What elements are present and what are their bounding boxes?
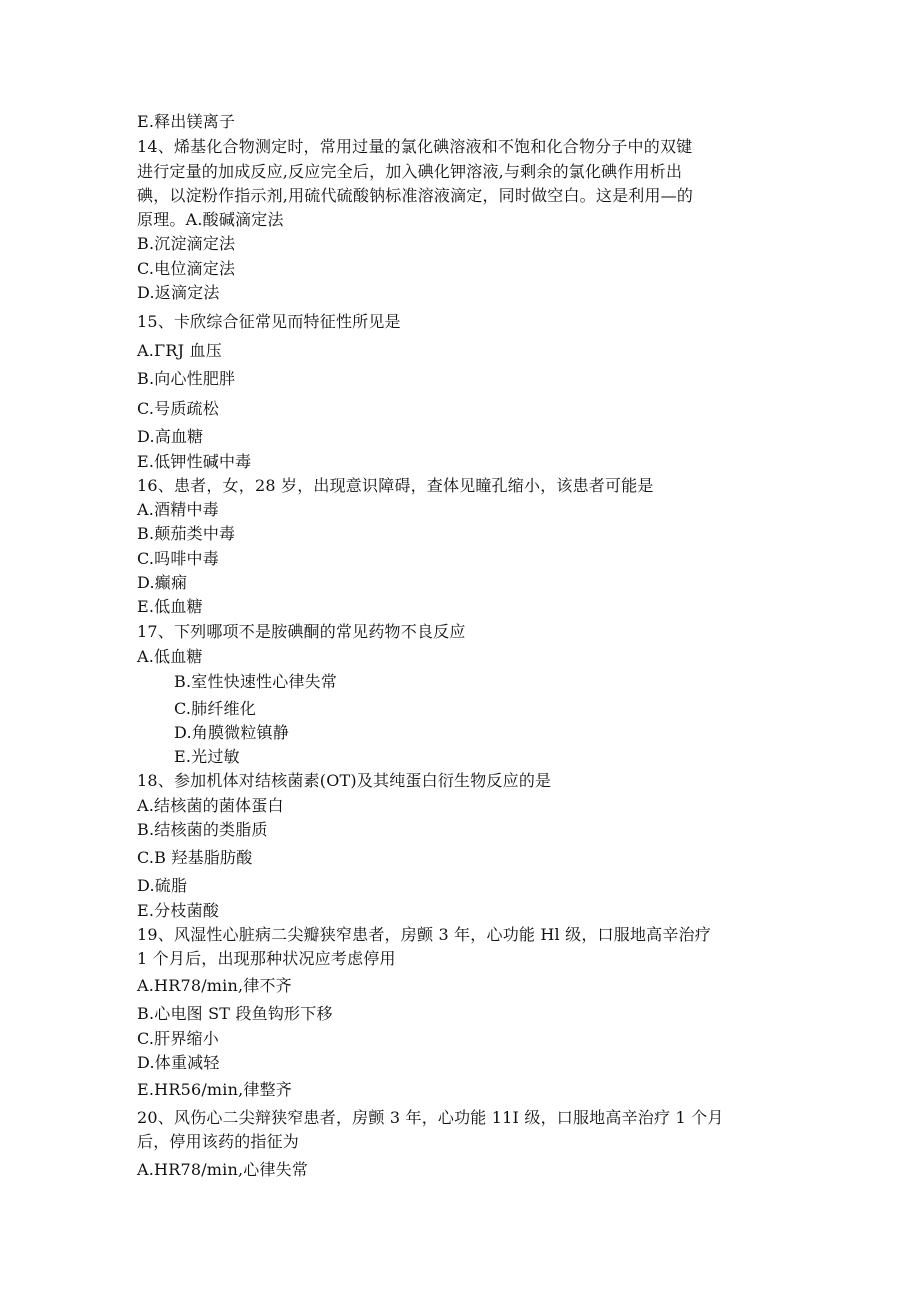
option-line: A.ΓRJ 血压 [137,341,222,360]
option-line: A.HR78∕min,心律失常 [137,1160,309,1179]
question-14-line-2: 进行定量的加成反应,反应完全后，加入碘化钾溶液,与剩余的氯化碘作用析出 [137,162,683,181]
option-line: B.沉淀滴定法 [137,234,236,253]
option-line: B.向心性肥胖 [137,369,236,388]
option-line: B.结核菌的类脂质 [137,820,268,839]
option-line: D.返滴定法 [137,283,220,302]
option-line: A.酒精中毒 [137,500,219,519]
option-line: C.B 羟基脂肪酸 [137,848,253,867]
question-19-line-2: 1 个月后，出现那种状况应考虑停用 [137,949,396,968]
question-14-line-3: 碘，以淀粉作指示剂,用硫代硫酸钠标准溶液滴定，同时做空白。这是利用—的 [137,186,694,205]
question-19-line-1: 19、风湿性心脏病二尖瓣狭窄患者，房颤 3 年，心功能 Hl 级，口服地高辛治疗 [137,925,711,944]
option-line: E.分枝菌酸 [137,901,219,920]
option-line: D.角膜微粒镇静 [174,723,289,742]
option-line: A.结核菌的菌体蛋白 [137,796,284,815]
question-14-line-4: 原理。A.酸碱滴定法 [137,210,284,229]
option-line: E.低钾性碱中毒 [137,452,252,471]
option-line: B.颠茄类中毒 [137,524,236,543]
option-line: A.低血糖 [137,647,203,666]
option-line: E.释出镁离子 [137,112,236,131]
option-line: C.电位滴定法 [137,259,236,278]
option-line: C.号质疏松 [137,399,219,418]
question-17: 17、下列哪项不是胺碘酮的常见药物不良反应 [137,622,466,641]
question-14-line-1: 14、烯基化合物测定时，常用过量的氯化碘溶液和不饱和化合物分子中的双键 [137,137,693,156]
option-line: D.硫脂 [137,876,188,895]
option-line: E.HR56∕min,律整齐 [137,1080,292,1099]
option-line: C.肺纤维化 [174,699,256,718]
option-line: D.体重减轻 [137,1053,220,1072]
option-line: E.低血糖 [137,597,203,616]
option-line: E.光过敏 [174,747,240,766]
option-line: A.HR78∕min,律不齐 [137,976,292,995]
question-16: 16、患者，女，28 岁，出现意识障碍，查体见瞳孔缩小，该患者可能是 [137,476,654,495]
question-20-line-1: 20、风伤心二尖辩狭窄患者，房颤 3 年，心功能 11I 级，口服地高辛治疗 1 个月 [137,1108,724,1127]
option-line: C.肝界缩小 [137,1029,219,1048]
option-line: B.室性快速性心律失常 [174,672,338,691]
option-line: C.吗啡中毒 [137,549,219,568]
question-18: 18、参加机体对结核菌素(OT)及其纯蛋白衍生物反应的是 [137,771,552,790]
question-15: 15、卡欣综合征常见而特征性所见是 [137,312,401,331]
option-line: B.心电图 ST 段鱼钩形下移 [137,1004,333,1023]
question-20-line-2: 后，停用该药的指征为 [137,1132,300,1151]
option-line: D.癫痫 [137,573,188,592]
option-line: D.高血糖 [137,427,204,446]
